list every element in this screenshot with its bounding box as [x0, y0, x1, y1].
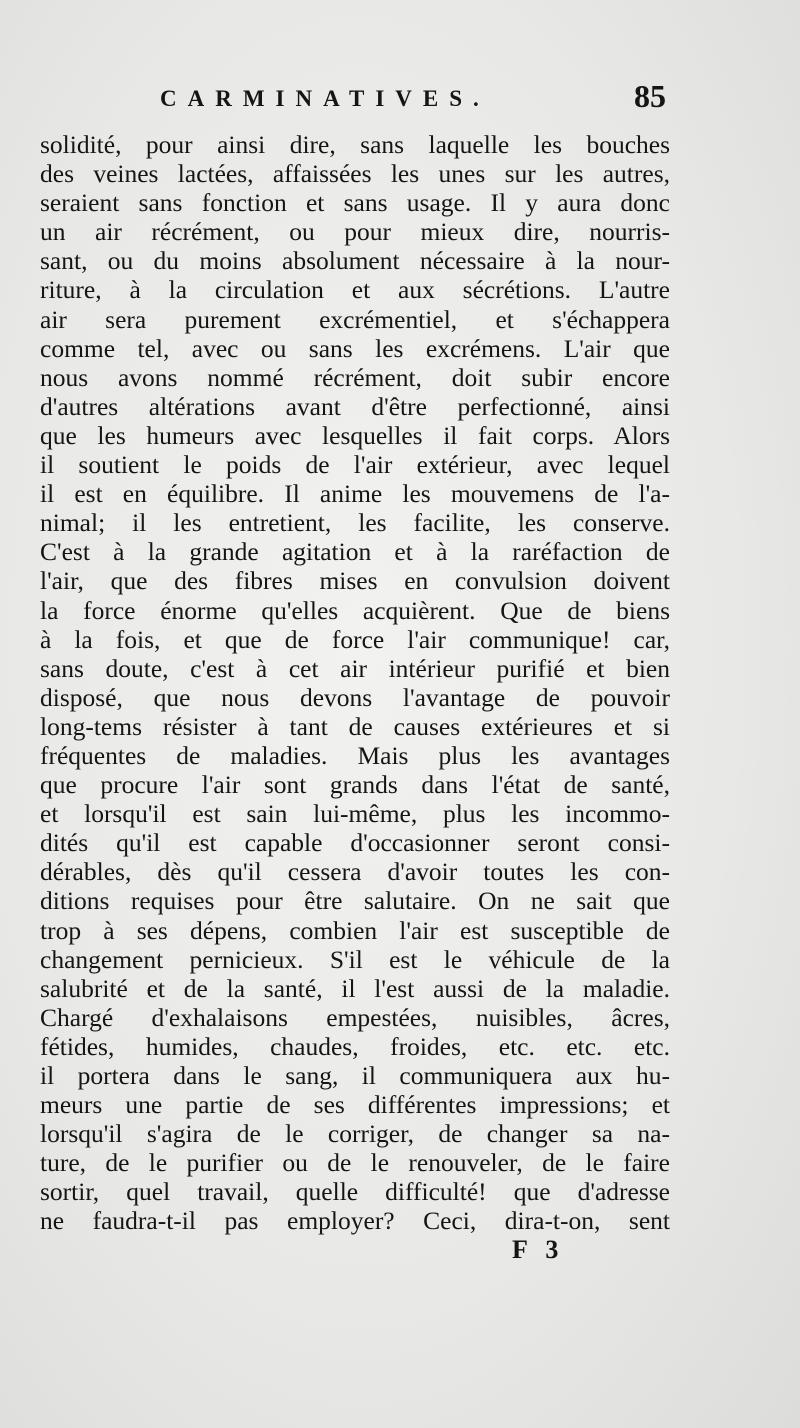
signature-mark: F 3 — [512, 1235, 565, 1264]
text-line: fétides, humides, chaudes, froides, etc. etc. etc. — [40, 1031, 670, 1061]
text-line: nous avons nommé récrément, doit subir encore — [40, 362, 670, 392]
text-line: des veines lactées, affaissées les unes sur les autres, — [40, 159, 670, 189]
text-line: salubrité et de la santé, il l'est aussi de la maladie. — [40, 973, 670, 1003]
text-line: sans doute, c'est à cet air intérieur purifié et bien — [40, 653, 670, 683]
text-line: d'autres altérations avant d'être perfectionné, ainsi — [40, 391, 670, 421]
text-line: que procure l'air sont grands dans l'état de santé, — [40, 770, 670, 800]
text-line: que les humeurs avec lesquelles il fait corps. Alors — [40, 420, 670, 450]
text-line: long-tems résister à tant de causes extérieures et si — [40, 711, 670, 741]
text-line: fréquentes de maladies. Mais plus les avantages — [40, 740, 670, 770]
text-line: il est en équilibre. Il anime les mouvemens de l'a- — [40, 479, 670, 509]
text-line: ture, de le purifier ou de le renouveler, de le faire — [40, 1148, 670, 1178]
text-line: C'est à la grande agitation et à la raréfaction de — [40, 537, 670, 567]
text-line: comme tel, avec ou sans les excrémens. L'air que — [40, 333, 670, 363]
text-line: il portera dans le sang, il communiquera aux hu- — [40, 1061, 670, 1090]
text-line: dités qu'il est capable d'occasionner seront consi- — [40, 828, 670, 858]
text-line: dérables, dès qu'il cessera d'avoir toutes les con- — [40, 857, 670, 887]
text-line: trop à ses dépens, combien l'air est susceptible de — [40, 915, 670, 945]
text-line: l'air, que des fibres mises en convulsion doivent — [40, 566, 670, 596]
page-number: 85 — [634, 78, 666, 114]
text-line: lorsqu'il s'agira de le corriger, de changer sa na- — [40, 1119, 670, 1149]
text-line: seraient sans fonction et sans usage. Il y aura donc — [40, 188, 670, 218]
text-line: ditions requises pour être salutaire. On ne sait que — [40, 886, 670, 916]
text-line: riture, à la circulation et aux sécrétions. L'autre — [40, 275, 670, 305]
text-line: Chargé d'exhalaisons empestées, nuisibles, âcres, — [40, 1002, 670, 1032]
text-line: il soutient le poids de l'air extérieur, avec lequel — [40, 450, 670, 480]
text-line: et lorsqu'il est sain lui-même, plus les incommo- — [40, 799, 670, 829]
text-line: changement pernicieux. S'il est le véhicule de la — [40, 944, 670, 974]
text-line: la force énorme qu'elles acquièrent. Que de biens — [40, 595, 670, 625]
text-line: disposé, que nous devons l'avantage de pouvoir — [40, 682, 670, 712]
text-line: sant, ou du moins absolument nécessaire à la nour- — [40, 246, 670, 276]
page-header — [160, 78, 666, 126]
text-line: air sera purement excrémentiel, et s'échappera — [40, 304, 670, 334]
text-line: solidité, pour ainsi dire, sans laquelle les bouches — [40, 130, 670, 159]
text-line: sortir, quel travail, quelle difficulté! que d'adresse — [40, 1177, 670, 1207]
text-line: à la fois, et que de force l'air communique! car, — [40, 624, 670, 654]
running-title: CARMINATIVES. — [160, 86, 490, 111]
text-line: meurs une partie de ses différentes impressions; et — [40, 1090, 670, 1120]
text-line: un air récrément, ou pour mieux dire, nourris- — [40, 217, 670, 247]
body-text — [40, 130, 670, 1236]
text-line: nimal; il les entretient, les facilite, les conserve. — [40, 508, 670, 538]
text-line: ne faudra-t-il pas employer? Ceci, dira-t-on, sent — [40, 1206, 670, 1236]
